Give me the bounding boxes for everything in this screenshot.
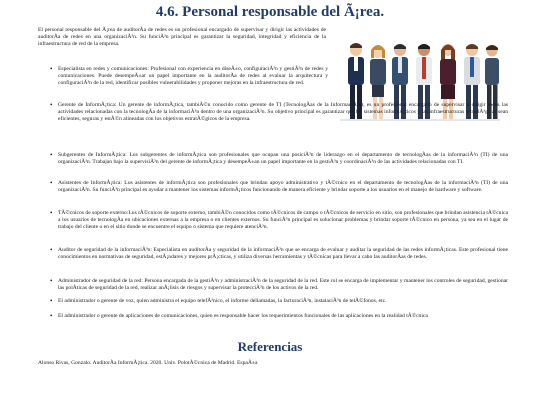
reference-entry: Alonso Rivas, Gonzalo. AuditorÃa InformÃ¡tica. 2020. Univ. PolotÃ©cnica de Madrid. EspaÃ±a xyxy=(38,360,258,366)
list-item: • Asistentes de InformÃ¡tica: Los asistentes de informÃ¡tica son profesionales que brindan apoyo administrativo y tÃ©cnico en el departamento de tecnologÃas de la informaciÃ³n (TI) de una organizaciÃ³n. Su funciÃ³n principal es ayudar a mantener los sistemas informÃ¡ticos funcionando de manera eficiente y brindar soporte a los usuarios en el manejo de hardware y software. xyxy=(58,180,508,194)
page-title: 4.6. Personal responsable del Ã¡rea. xyxy=(155,4,385,20)
list-item: • Auditor de seguridad de la informaciÃ³n: Especialista en auditorÃa y seguridad de la informaciÃ³n que se encarga de evaluar y auditar la seguridad de las redes informÃ¡ticas. Este profesional tiene conocimientos en normativas de seguridad, estÃ¡ndares y mejores prÃ¡cticas, y utiliza diversas herramientas y tÃ©cnicas para llevar a cabo las auditorÃas de redes. xyxy=(58,247,508,261)
list-item: • TÃ©cnicos de soporte externo:Los tÃ©cnicos de soporte externo, tambiÃ©n conocidos como tÃ©cnicos de campo o tÃ©cnicos de servicio en sitio, son profesionales que brindan asistencia tÃ©cnica a los usuarios de tecnologÃa en ubicaciones externas a la empresa o en clientes externos. Su funciÃ³n principal es solucionar problemas y brindar soporte tÃ©cnico en persona, ya sea en el lugar de trabajo del cliente o en el sitio donde se encuentre el equipo o sistema que requiere atenciÃ³n. xyxy=(58,210,508,231)
references-heading: Referencias xyxy=(237,339,303,354)
list-item: • Subgerentes de InformÃ¡tica: Los subgerentes de informÃ¡tica son profesionales que ocupan una posiciÃ³n de liderazgo en el departamento de tecnologÃas de la informaciÃ³n (TI) de una organizaciÃ³n. Trabajan bajo la supervisiÃ³n del gerente de informÃ¡tica y desempeÃ±an un papel importante en la gestiÃ³n y coordinaciÃ³n de las actividades relacionadas con TI. xyxy=(58,152,508,166)
intro-paragraph: El personal responsable del Ã¡rea de auditorÃa de redes es un profesional encargado de supervisar y dirigir las actividades de auditorÃa de redes en una organizaciÃ³n. Su funciÃ³n principal es garantizar la seguridad, integridad y eficiencia de la infraestructura de red de la empresa. xyxy=(38,27,326,47)
list-item: • El administrador o gerente de aplicaciones de comunicaciones, quien es responsable hacer los requerimientos funcionales de las aplicaciones en la realidad tÃ©cnica xyxy=(58,313,508,320)
list-item: • El administrador o gerente de voz, quien administra el equipo telefÃ³nico, el informe dellamadas, la facturaciÃ³n, instalaciÃ³n de telÃ©fonos, etc. xyxy=(58,298,508,305)
list-item: • Especialista en redes y comunicaciones: Profesional con experiencia en diseÃ±o, configuraciÃ³n y gestiÃ³n de redes y comunicaciones. Puede desempeÃ±ar un papel importante en la auditorÃa de redes al evaluar la arquitectura y configuraciÃ³n de la red, identificar posibles vulnerabilidades y proponer mejoras en la infraestructura de red. xyxy=(58,66,328,87)
list-item: • Gerente de InformÃ¡tica: Un gerente de informÃ¡tica, tambiÃ©n conocido como gerente de TI (TecnologÃas de la InformaciÃ³n), es un profesional encargado de supervisar y dirigir todas las actividades relacionadas con la tecnologÃa de la informaciÃ³n dentro de una organizaciÃ³n. Su objetivo principal es garantizar que los sistemas informÃ¡ticos y las infraestructuras tecnolÃ³gicas sean eficientes, seguras y estÃ©n alineadas con los objetivos estratÃ©gicos de la empresa. xyxy=(58,102,508,123)
list-item: • Administrador de seguridad de la red: Persona encargada de la gestiÃ³n y administraciÃ³n de la seguridad de la red. Este rol se encarga de implementar y mantener los controles de seguridad, gestionar las polÃticas de seguridad de la red, realizar anÃ¡lisis de riesgos y supervisar la protecciÃ³n de los activos de la red. xyxy=(58,278,508,292)
